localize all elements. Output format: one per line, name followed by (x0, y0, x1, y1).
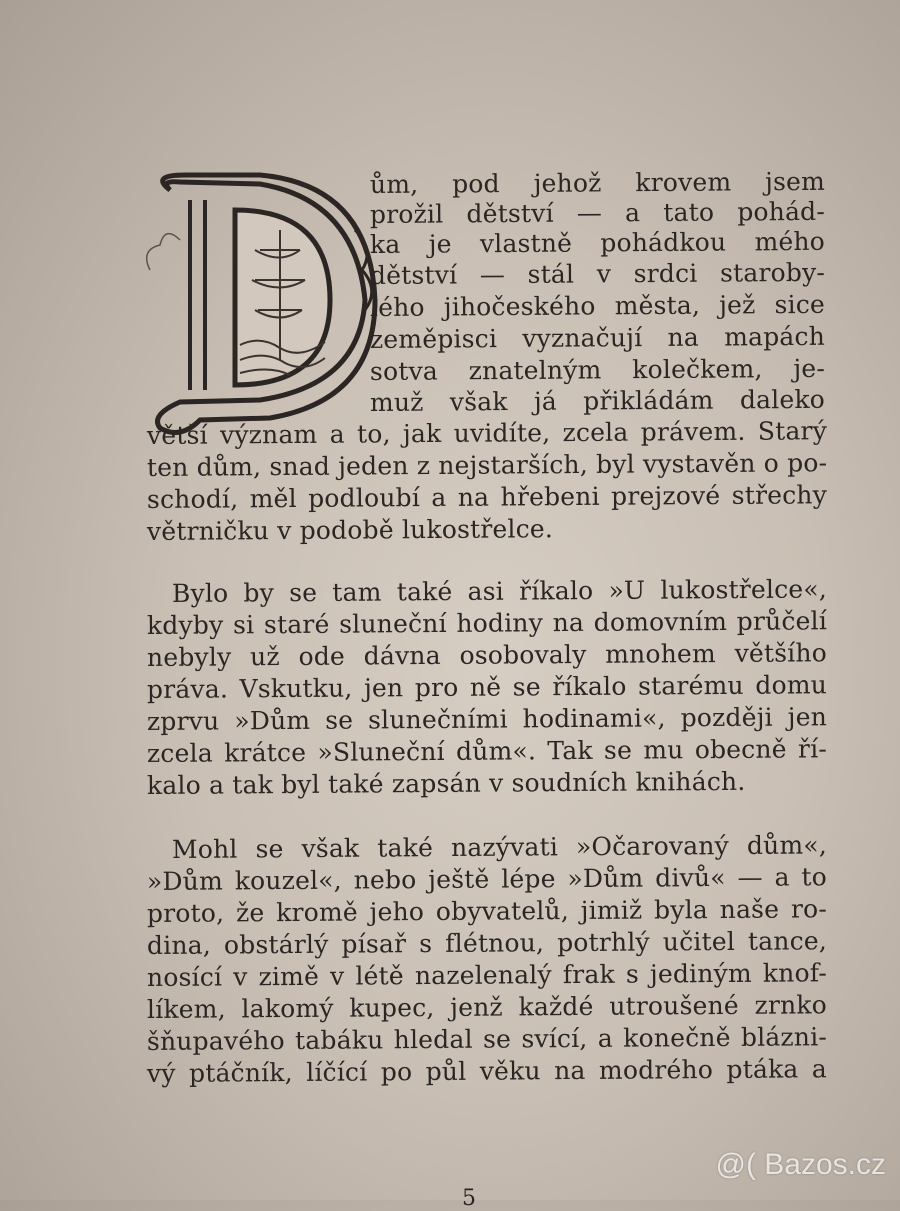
text-line: dětství — stál v srdci staroby- (369, 257, 826, 290)
watermark: @( Bazos.cz (715, 1148, 886, 1181)
text-line: lého jihočeského města, jež sice (369, 289, 826, 322)
text-line: práva. Vskutku, jen pro ně se říkalo starému domu (146, 670, 828, 704)
text-line: sotva znatelným kolečkem, je- (369, 353, 826, 386)
text-line: větrničku v podobě lukostřelce. (146, 514, 554, 546)
text-line: líkem, lakomý kupec, jenž každé utroušené zrnko (146, 990, 828, 1024)
text-line: dina, obstárlý písař s flétnou, potrhlý učitel tance, (146, 926, 828, 960)
page-number: 5 (462, 1186, 476, 1211)
text-line: muž však já přikládám daleko (369, 384, 826, 417)
text-line: proto, že kromě jeho obyvatelů, jimiž byla naše ro- (146, 894, 828, 928)
text-line: ům, pod jehož krovem jsem (369, 166, 826, 199)
text-line: vý ptáčník, líčící po půl věku na modrého ptáka a (146, 1054, 828, 1088)
text-line: nosící v zimě v létě nazelenalý frak s jediným knof- (146, 958, 828, 992)
text-line: schodí, měl podloubí a na hřebeni prejzové střechy (146, 480, 828, 514)
text-line: prožil dětství — a tato pohád- (369, 196, 826, 229)
text-line: Bylo by se tam také asi říkalo »U lukostřelce«, (171, 574, 828, 608)
text-line: Mohl se však také nazývati »Očarovaný dům«, (171, 830, 828, 864)
text-line: nebyly už ode dávna osobovaly mnohem většího (146, 638, 828, 672)
drop-cap-d-ship-icon (140, 170, 380, 440)
text-line: »Dům kouzel«, nebo ještě lépe »Dům divů« — a to (146, 862, 828, 896)
text-line: ten dům, snad jeden z nejstarších, byl vystavěn o po- (146, 448, 828, 482)
text-line: zeměpisci vyznačují na mapách (369, 321, 826, 354)
text-line: větší význam a to, jak uvidíte, zcela právem. Starý (146, 416, 828, 450)
drop-cap-illustration (140, 170, 380, 440)
text-line: zprvu »Dům se slunečními hodinami«, později jen (146, 702, 828, 736)
text-line: ka je vlastně pohádkou mého (369, 226, 826, 259)
text-line: šňupavého tabáku hledal se svící, a konečně blázni- (146, 1022, 828, 1056)
text-line: zcela krátce »Sluneční dům«. Tak se mu obecně ří- (146, 734, 828, 768)
text-line: kalo a tak byl také zapsán v soudních knihách. (146, 766, 746, 800)
text-line: kdyby si staré sluneční hodiny na domovním průčelí (146, 606, 828, 640)
